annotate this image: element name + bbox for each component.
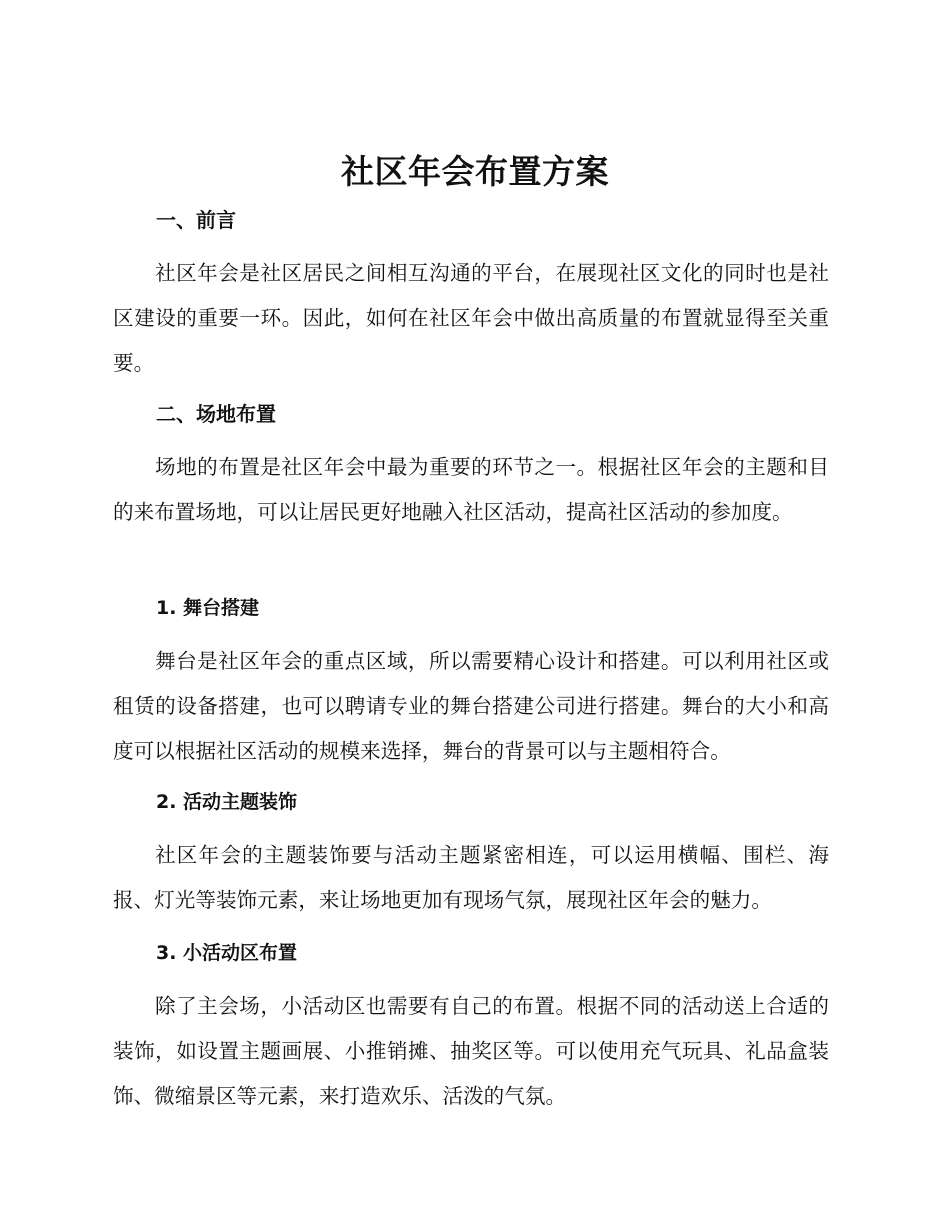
section-heading-venue-layout: 二、场地布置 — [156, 402, 276, 426]
document-title: 社区年会布置方案 — [341, 152, 609, 191]
venue-layout-paragraph: 场地的布置是社区年会中最为重要的环节之一。根据社区年会的主题和目的来布置场地，可以让居民更好地融入社区活动，提高社区活动的参加度。 — [113, 455, 829, 524]
subsection-heading-stage: 1. 舞台搭建 — [156, 597, 260, 619]
stage-paragraph: 舞台是社区年会的重点区域，所以需要精心设计和搭建。可以利用社区或租赁的设备搭建，也可以聘请专业的舞台搭建公司进行搭建。舞台的大小和高度可以根据社区活动的规模来选择，舞台的背景可以与主题相符合。 — [113, 649, 829, 763]
subsection-heading-small-activity-area: 3. 小活动区布置 — [156, 942, 298, 964]
theme-decoration-paragraph: 社区年会的主题装饰要与活动主题紧密相连，可以运用横幅、围栏、海报、灯光等装饰元素，来让场地更加有现场气氛，展现社区年会的魅力。 — [113, 843, 829, 912]
small-activity-area-paragraph: 除了主会场，小活动区也需要有自己的布置。根据不同的活动送上合适的装饰，如设置主题画展、小推销摊、抽奖区等。可以使用充气玩具、礼品盒装饰、微缩景区等元素，来打造欢乐、活泼的气氛。 — [113, 994, 829, 1108]
subsection-heading-theme-decoration: 2. 活动主题装饰 — [156, 791, 298, 813]
section-heading-preface: 一、前言 — [156, 208, 236, 232]
preface-paragraph: 社区年会是社区居民之间相互沟通的平台，在展现社区文化的同时也是社区建设的重要一环。因此，如何在社区年会中做出高质量的布置就显得至关重要。 — [113, 261, 829, 375]
